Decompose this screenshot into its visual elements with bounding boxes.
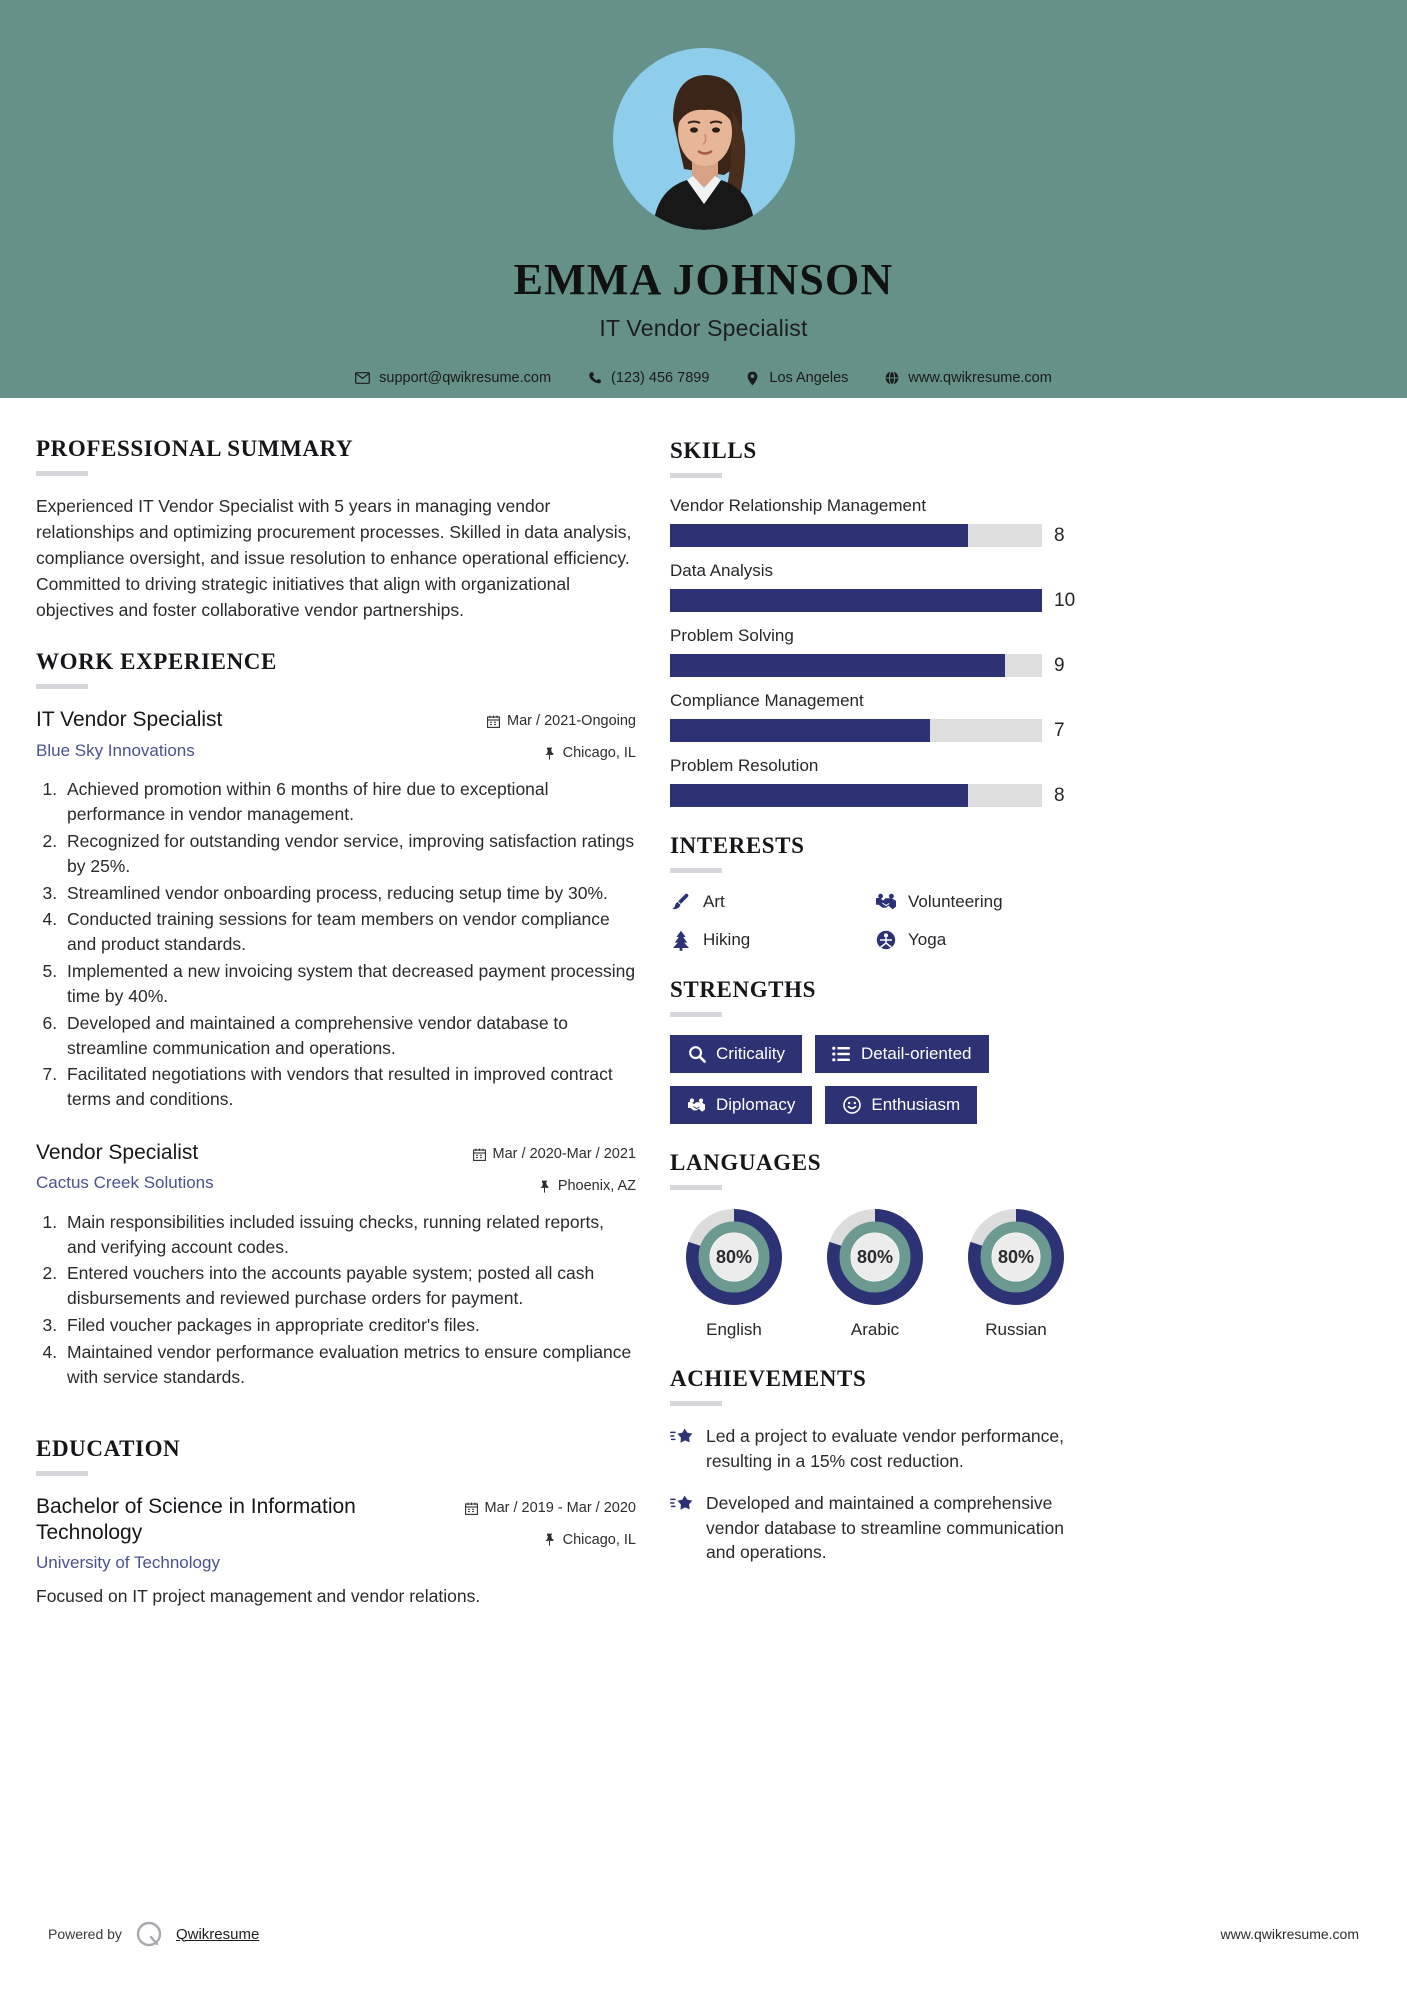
language-percent: 80% (715, 1246, 753, 1267)
section-underline (36, 684, 88, 689)
work-entry (36, 707, 636, 1112)
interest-item (875, 929, 1080, 951)
qwikresume-link[interactable]: Qwikresume (175, 1925, 260, 1943)
section-languages (670, 1150, 1080, 1340)
magnifier-icon (687, 1045, 706, 1064)
skill-fill (670, 524, 968, 547)
language-donut (826, 1208, 924, 1306)
contact-phone-text: (123) 456 7899 (611, 370, 710, 386)
section-achievements (670, 1366, 1080, 1565)
work-entry-header (36, 707, 636, 763)
job-company: Blue Sky Innovations (36, 740, 195, 760)
language-percent: 80% (856, 1246, 894, 1267)
strengths-heading: STRENGTHS (670, 977, 817, 1002)
resume-footer (0, 1878, 1407, 1990)
education-location-text: Chicago, IL (562, 1531, 636, 1548)
section-underline (36, 471, 88, 476)
left-column (36, 436, 636, 1635)
education-description: Focused on IT project management and vendor relations. (36, 1586, 481, 1607)
education-school: University of Technology (36, 1553, 220, 1573)
right-column (670, 436, 1080, 1635)
skill-value: 7 (1054, 719, 1065, 741)
contact-website-text: www.qwikresume.com (908, 370, 1052, 386)
paintbrush-icon (670, 891, 692, 913)
skill-bar-row (670, 589, 1080, 612)
handshake-icon (687, 1096, 706, 1115)
job-bullet: 6. Developed and maintained a comprehensive vendor database to streamline communication and operations. (62, 1011, 636, 1061)
skill-track (670, 719, 1042, 742)
skill-value: 8 (1054, 524, 1065, 546)
skill-track (670, 524, 1042, 547)
skill-track (670, 784, 1042, 807)
achievement-item (670, 1491, 1080, 1566)
skill-label: Data Analysis (670, 561, 773, 580)
contact-row (355, 370, 1052, 386)
pushpin-icon (543, 1533, 556, 1547)
skill-label: Problem Resolution (670, 756, 819, 775)
job-bullet: 1. Main responsibilities included issuing checks, running related reports, and verifying account codes. (62, 1210, 636, 1260)
education-date-end: Mar / 2020 (566, 1500, 636, 1517)
globe-icon (884, 371, 899, 386)
language-donut (967, 1208, 1065, 1306)
education-heading: EDUCATION (36, 1435, 181, 1461)
strength-label: Diplomacy (716, 1095, 796, 1114)
job-bullet: 7. Facilitated negotiations with vendors that resulted in improved contract terms and conditions. (62, 1062, 636, 1112)
job-dates-text: Mar / 2020-Mar / 2021 (492, 1146, 636, 1163)
job-bullet: 1. Achieved promotion within 6 months of hire due to exceptional performance in vendor management. (62, 777, 636, 827)
section-underline (670, 868, 722, 873)
work-entry-meta (426, 707, 636, 763)
job-bullet: 2. Entered vouchers into the accounts payable system; posted all cash disbursements and reviewed purchase orders for payment. (62, 1261, 636, 1311)
strength-chip-diplomacy (670, 1086, 812, 1124)
education-location (426, 1531, 636, 1550)
job-bullet: 3. Filed voucher packages in appropriate creditor's files. (62, 1313, 636, 1338)
skill-track (670, 589, 1042, 612)
avatar (613, 48, 795, 230)
skill-fill (670, 589, 1042, 612)
language-item-arabic (811, 1208, 939, 1340)
skill-item (670, 626, 1080, 677)
skill-track (670, 654, 1042, 677)
page-title: EMMA JOHNSON (513, 255, 894, 304)
skill-bar-row (670, 524, 1080, 547)
education-entry-meta (426, 1494, 636, 1550)
job-dates-text: Mar / 2021-Ongoing (507, 713, 636, 730)
interest-item (670, 929, 875, 951)
interest-label: Yoga (908, 930, 947, 949)
job-location (426, 1177, 636, 1196)
contact-location (745, 370, 848, 386)
work-entry-header (36, 1140, 636, 1196)
work-heading: WORK EXPERIENCE (36, 649, 277, 675)
work-entry-titles (36, 1140, 426, 1193)
education-date-start: Mar / 2019 (484, 1500, 554, 1517)
education-degree: Bachelor of Science in Information Technology (36, 1494, 356, 1544)
section-skills (670, 438, 1080, 807)
achievement-item (670, 1424, 1080, 1474)
language-name: Russian (985, 1320, 1047, 1339)
interest-item (875, 891, 1080, 913)
job-role: Vendor Specialist (36, 1141, 199, 1165)
avatar-photo (613, 48, 795, 230)
job-location-text: Phoenix, AZ (557, 1177, 636, 1194)
education-date-dash: - (557, 1499, 563, 1516)
calendar-icon (487, 715, 500, 729)
job-bullet: 4. Conducted training sessions for team members on vendor compliance and product standards. (62, 907, 636, 957)
job-bullet: 5. Implemented a new invoicing system that decreased payment processing time by 40%. (62, 959, 636, 1009)
handshake-icon (875, 891, 897, 913)
section-underline (670, 1185, 722, 1190)
calendar-icon (473, 1148, 486, 1162)
header-job-title: IT Vendor Specialist (599, 315, 808, 341)
strength-chip-criticality (670, 1035, 802, 1073)
education-date-range (485, 1499, 637, 1518)
interest-label: Art (703, 892, 725, 911)
strength-label: Detail-oriented (860, 1044, 972, 1063)
contact-email[interactable] (355, 370, 551, 386)
education-dates (426, 1499, 636, 1518)
contact-phone[interactable] (587, 370, 709, 386)
work-entry (36, 1140, 636, 1390)
skill-fill (670, 719, 930, 742)
strength-chip-enthusiasm (825, 1086, 977, 1124)
sparkle-star-icon (670, 1491, 694, 1515)
job-bullet: 3. Streamlined vendor onboarding process, reducing setup time by 30%. (62, 881, 636, 906)
envelope-icon (355, 371, 370, 386)
skill-item (670, 691, 1080, 742)
section-professional-summary (36, 436, 636, 623)
smiley-icon (842, 1096, 861, 1115)
strengths-grid (670, 1035, 1080, 1124)
interests-grid (670, 891, 1080, 951)
interest-item (670, 891, 875, 913)
skill-label: Compliance Management (670, 691, 864, 710)
skill-bar-row (670, 784, 1080, 807)
skill-value: 9 (1054, 654, 1065, 676)
contact-website[interactable] (884, 370, 1051, 386)
work-entry-titles (36, 707, 426, 760)
interest-label: Hiking (703, 930, 751, 949)
pushpin-icon (538, 1179, 551, 1193)
languages-heading: LANGUAGES (670, 1150, 822, 1175)
section-underline (670, 1401, 722, 1406)
achievements-heading: ACHIEVEMENTS (670, 1366, 867, 1391)
job-dates (426, 712, 636, 731)
contact-email-text: support@qwikresume.com (379, 370, 552, 386)
contact-location-text: Los Angeles (769, 370, 849, 386)
interests-heading: INTERESTS (670, 833, 805, 858)
summary-text: Experienced IT Vendor Specialist with 5 years in managing vendor relationships and optimizing procurement processes. Skilled in data analysis, compliance oversight, and issue resolution to enhance operational efficiency. Committed to driving strategic initiatives that align with organizational objectives and foster collaborative vendor partnerships. (36, 496, 632, 620)
skills-heading: SKILLS (670, 438, 757, 463)
sparkle-star-icon (670, 1424, 694, 1448)
section-underline (670, 473, 722, 478)
job-bullet: 4. Maintained vendor performance evaluation metrics to ensure compliance with service standards. (62, 1340, 636, 1390)
skill-bar-row (670, 719, 1080, 742)
summary-heading: PROFESSIONAL SUMMARY (36, 436, 354, 461)
achievement-text: Developed and maintained a comprehensive vendor database to streamline communication and operations. (706, 1492, 1064, 1563)
skill-label: Vendor Relationship Management (670, 496, 927, 515)
pushpin-icon (543, 747, 556, 761)
powered-by-label: Powered by (48, 1926, 122, 1942)
education-entry-titles (36, 1494, 426, 1574)
skill-value: 10 (1054, 589, 1076, 611)
section-strengths (670, 977, 1080, 1124)
map-pin-icon (745, 371, 760, 386)
calendar-icon (465, 1501, 478, 1515)
phone-icon (587, 371, 602, 386)
language-item-english (670, 1208, 798, 1340)
resume-body (0, 398, 1407, 1635)
job-location-text: Chicago, IL (562, 745, 636, 762)
skill-fill (670, 784, 968, 807)
footer-branding (48, 1919, 259, 1949)
section-underline (36, 1471, 88, 1476)
skill-label: Problem Solving (670, 626, 794, 645)
job-location (426, 744, 636, 763)
language-name: English (706, 1320, 762, 1339)
list-icon (832, 1045, 851, 1064)
skill-bar-row (670, 654, 1080, 677)
achievement-text: Led a project to evaluate vendor performance, resulting in a 15% cost reduction. (706, 1426, 1064, 1471)
job-company: Cactus Creek Solutions (36, 1173, 214, 1193)
resume-header (0, 0, 1407, 398)
work-entry-meta (426, 1140, 636, 1196)
interest-label: Volunteering (908, 892, 1003, 911)
job-dates (426, 1145, 636, 1164)
footer-website[interactable]: www.qwikresume.com (1220, 1926, 1359, 1942)
job-bullet: 2. Recognized for outstanding vendor service, improving satisfaction ratings by 25%. (62, 829, 636, 879)
language-donut (685, 1208, 783, 1306)
tree-icon (670, 929, 692, 951)
skill-item (670, 756, 1080, 807)
skill-value: 8 (1054, 784, 1065, 806)
section-education (36, 1436, 636, 1609)
strength-label: Enthusiasm (871, 1095, 961, 1114)
strength-label: Criticality (716, 1044, 785, 1063)
language-percent: 80% (997, 1246, 1035, 1267)
education-entry-header (36, 1494, 636, 1574)
skill-item (670, 561, 1080, 612)
section-interests (670, 833, 1080, 951)
section-underline (670, 1012, 722, 1017)
job-bullets (62, 1210, 636, 1390)
language-name: Arabic (850, 1320, 900, 1339)
yoga-icon (875, 929, 897, 951)
qwikresume-logo-icon (134, 1919, 164, 1949)
skill-fill (670, 654, 1005, 677)
job-bullets (62, 777, 636, 1112)
section-work-experience (36, 649, 636, 1389)
language-item-russian (952, 1208, 1080, 1340)
strength-chip-detail-oriented (815, 1035, 989, 1073)
skill-item (670, 496, 1080, 547)
job-role: IT Vendor Specialist (36, 708, 223, 732)
languages-row (670, 1208, 1080, 1340)
